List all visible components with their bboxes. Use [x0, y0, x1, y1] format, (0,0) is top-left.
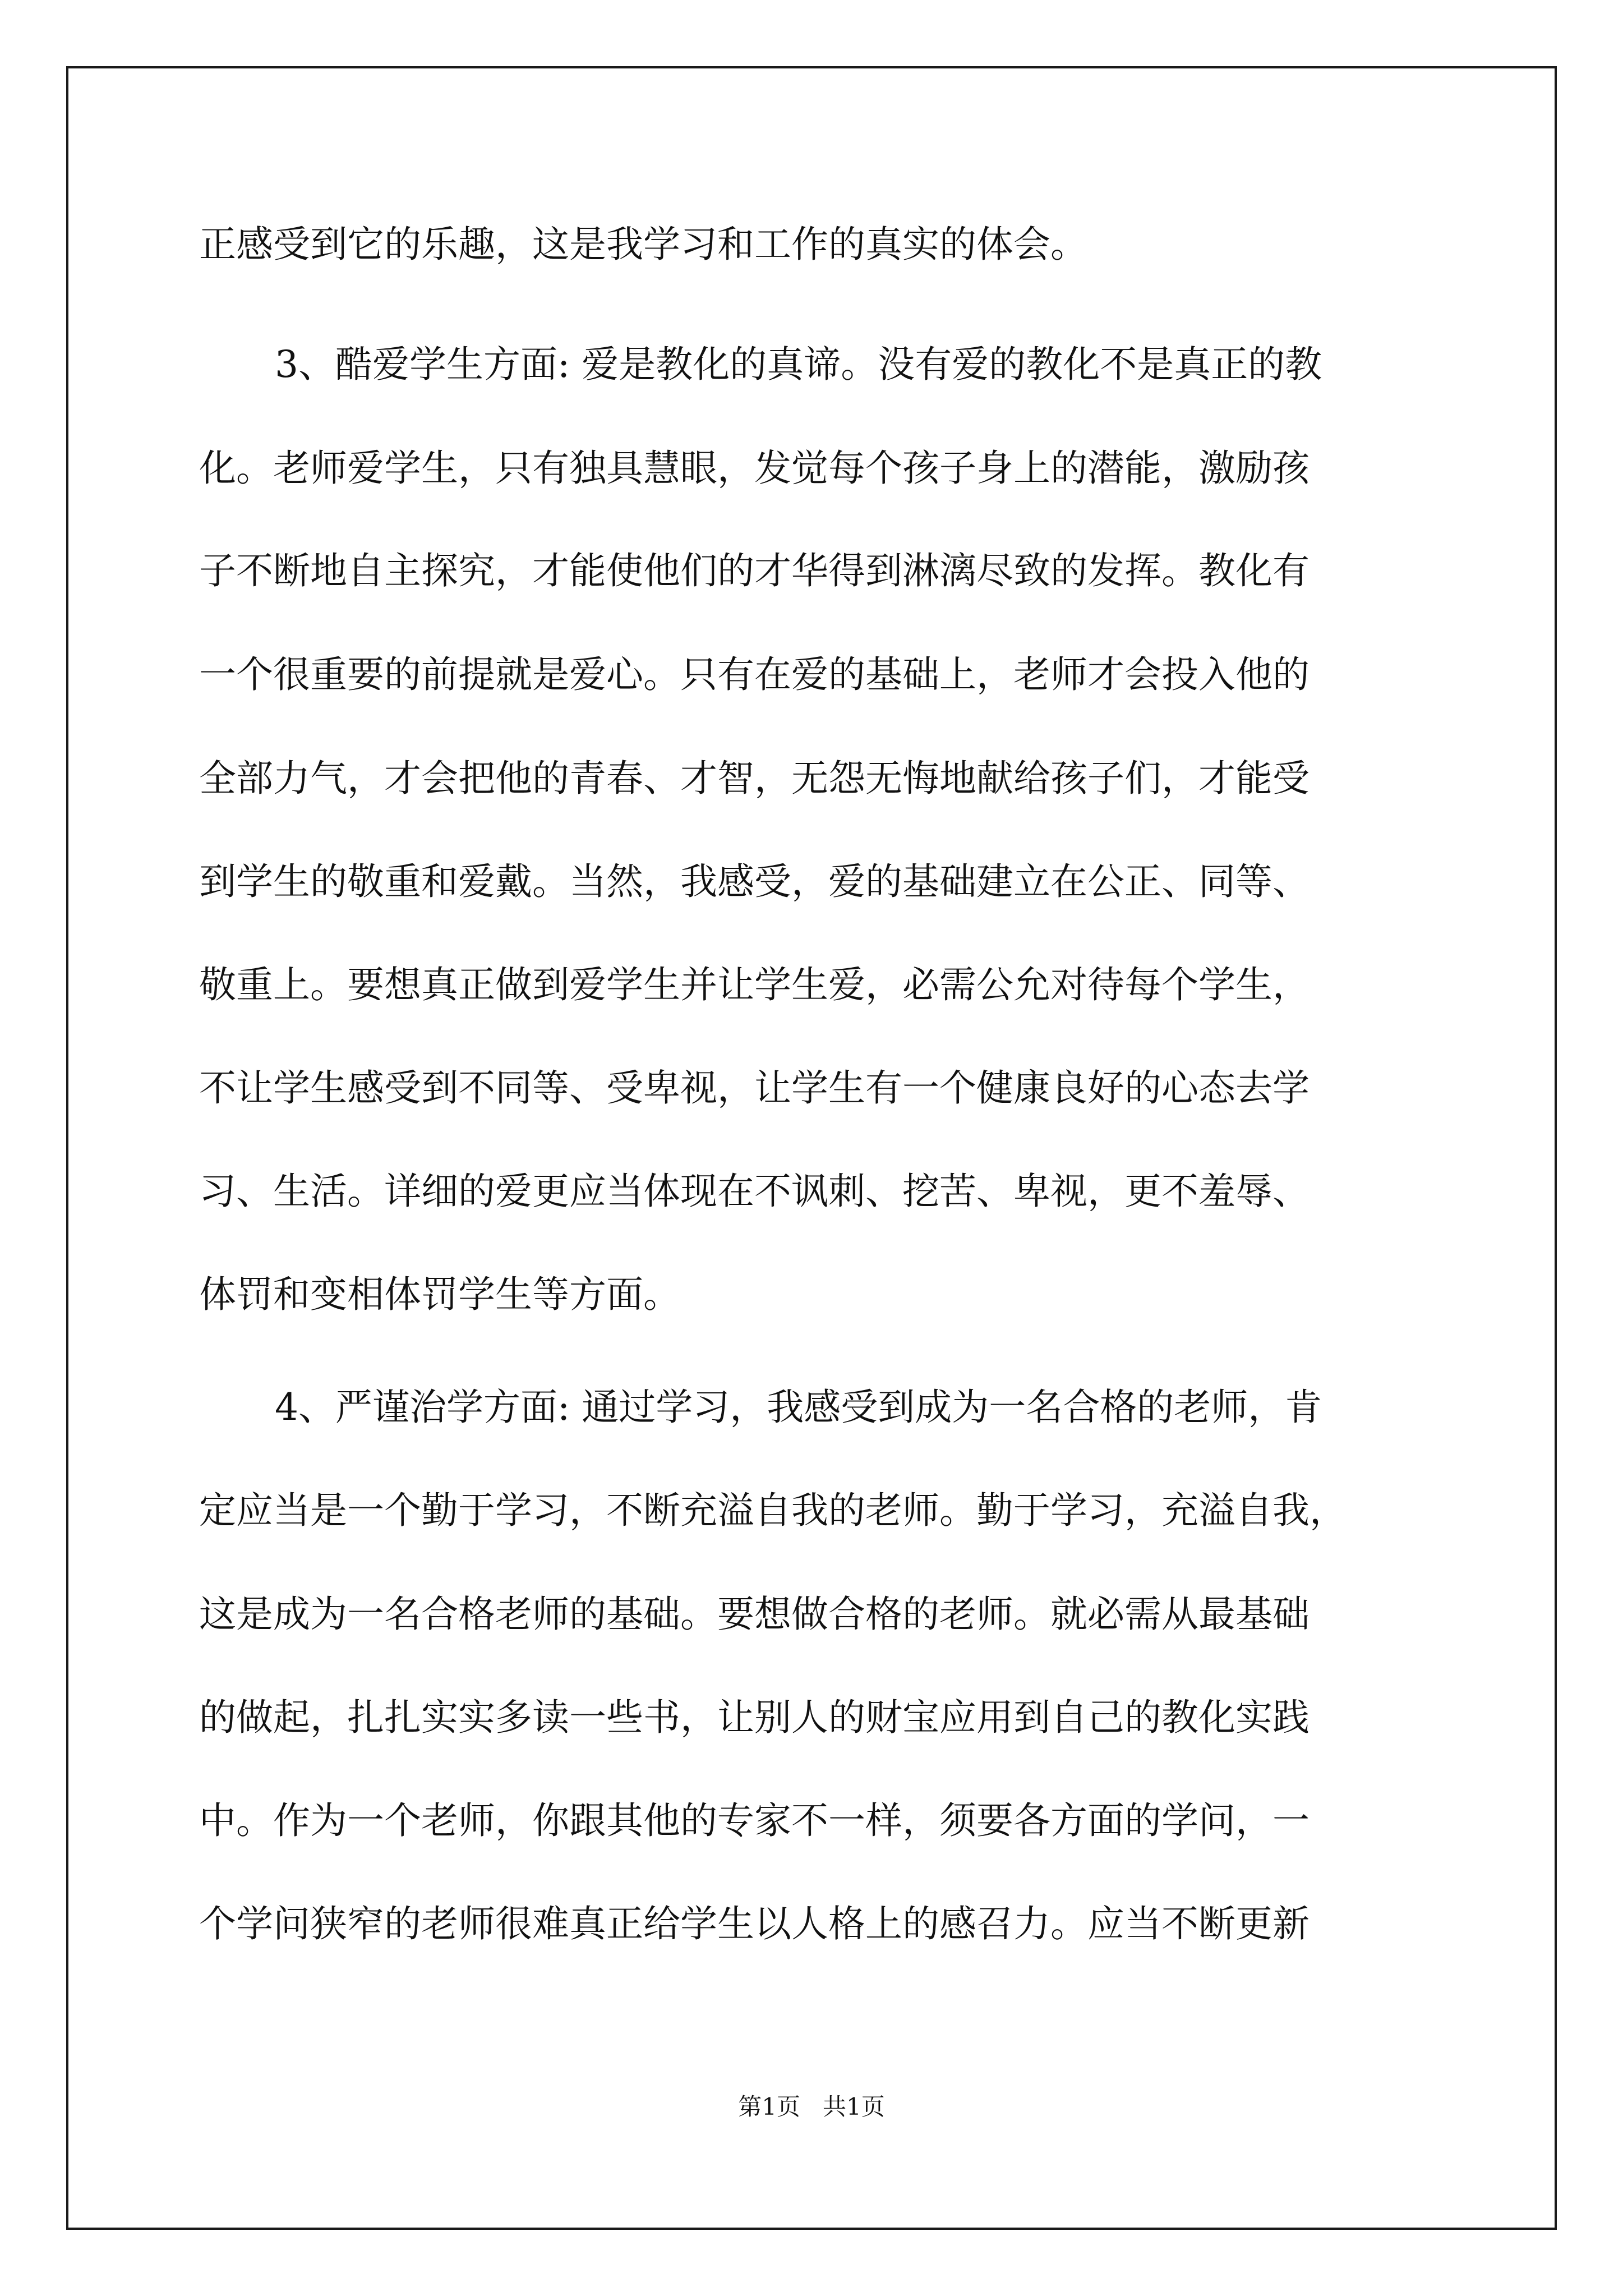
text-line: 定应当是一个勤于学习，不断充溢自我的老师。勤于学习，充溢自我， [199, 1489, 1347, 1532]
paragraph-heading-line: 4、严谨治学方面: 通过学习，我感受到成为一名合格的老师，肯 [275, 1386, 1322, 1429]
text-line: 个学问狭窄的老师很难真正给学生以人格上的感召力。应当不断更新 [199, 1902, 1310, 1945]
text-line: 到学生的敬重和爱戴。当然，我感受，爱的基础建立在公正、同等、 [199, 860, 1310, 903]
text-line: 这是成为一名合格老师的基础。要想做合格的老师。就必需从最基础 [199, 1593, 1310, 1636]
text-line: 子不断地自主探究，才能使他们的才华得到淋漓尽致的发挥。教化有 [199, 549, 1310, 592]
paragraph-heading-line: 3、酷爱学生方面: 爱是教化的真谛。没有爱的教化不是真正的教 [275, 343, 1322, 386]
text-line: 正感受到它的乐趣，这是我学习和工作的真实的体会。 [199, 223, 1087, 266]
text-line: 习、生活。详细的爱更应当体现在不讽刺、挖苦、卑视，更不羞辱、 [199, 1170, 1310, 1213]
text-line: 全部力气，才会把他的青春、才智，无怨无悔地献给孩子们，才能受 [199, 757, 1310, 800]
text-line: 体罚和变相体罚学生等方面。 [199, 1273, 680, 1316]
text-line: 不让学生感受到不同等、受卑视，让学生有一个健康良好的心态去学 [199, 1066, 1310, 1110]
text-line: 敬重上。要想真正做到爱学生并让学生爱，必需公允对待每个学生， [199, 963, 1310, 1006]
text-line: 化。老师爱学生，只有独具慧眼，发觉每个孩子身上的潜能，激励孩 [199, 447, 1310, 490]
text-line: 中。作为一个老师，你跟其他的专家不一样，须要各方面的学问，一 [199, 1799, 1310, 1842]
text-line: 一个很重要的前提就是爱心。只有在爱的基础上，老师才会投入他的 [199, 653, 1310, 696]
text-line: 的做起，扎扎实实多读一些书，让别人的财宝应用到自己的教化实践 [199, 1696, 1310, 1739]
page-footer: 第1页 共1页 [738, 2093, 885, 2120]
